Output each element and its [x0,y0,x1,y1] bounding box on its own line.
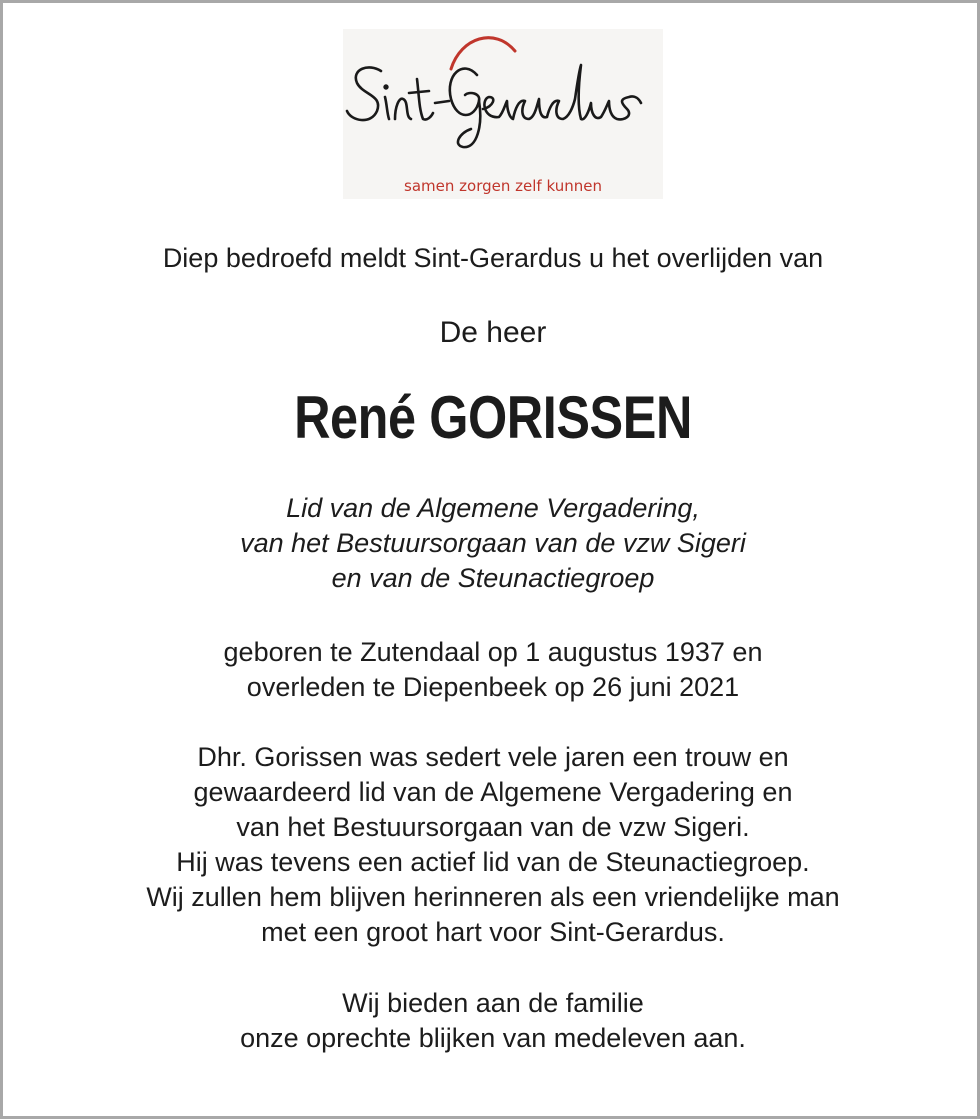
intro-text: Diep bedroefd meldt Sint-Gerardus u het overlijden van [162,243,824,273]
condolence-line: Wij bieden aan de familie [342,988,644,1018]
sint-gerardus-logo [343,29,663,199]
tribute-line: gewaardeerd lid van de Algemene Vergadering en [193,777,793,807]
logo-tagline: samen zorgen zelf kunnen [404,177,602,195]
tribute-line: van het Bestuursorgaan van de vzw Sigeri. [236,812,750,842]
role-line: van het Bestuursorgaan van de vzw Sigeri [240,528,746,558]
tribute-line: Dhr. Gorissen was sedert vele jaren een trouw en [197,742,789,772]
birth-line: geboren te Zutendaal op 1 augustus 1937 en [223,637,763,667]
role-line: Lid van de Algemene Vergadering, [286,493,700,523]
tribute-line: Wij zullen hem blijven herinneren als een vriendelijke man [146,882,840,912]
death-line: overleden te Diepenbeek op 26 juni 2021 [246,672,740,702]
role-line: en van de Steunactiegroep [331,563,655,593]
tribute-line: Hij was tevens een actief lid van de Steunactiegroep. [176,847,810,877]
condolence-line: onze oprechte blijken van medeleven aan. [240,1023,746,1053]
tribute-line: met een groot hart voor Sint-Gerardus. [261,917,725,947]
salutation: De heer [439,316,547,349]
logo-wordmark-graphic [343,29,663,199]
deceased-name: René GORISSEN [294,384,692,451]
